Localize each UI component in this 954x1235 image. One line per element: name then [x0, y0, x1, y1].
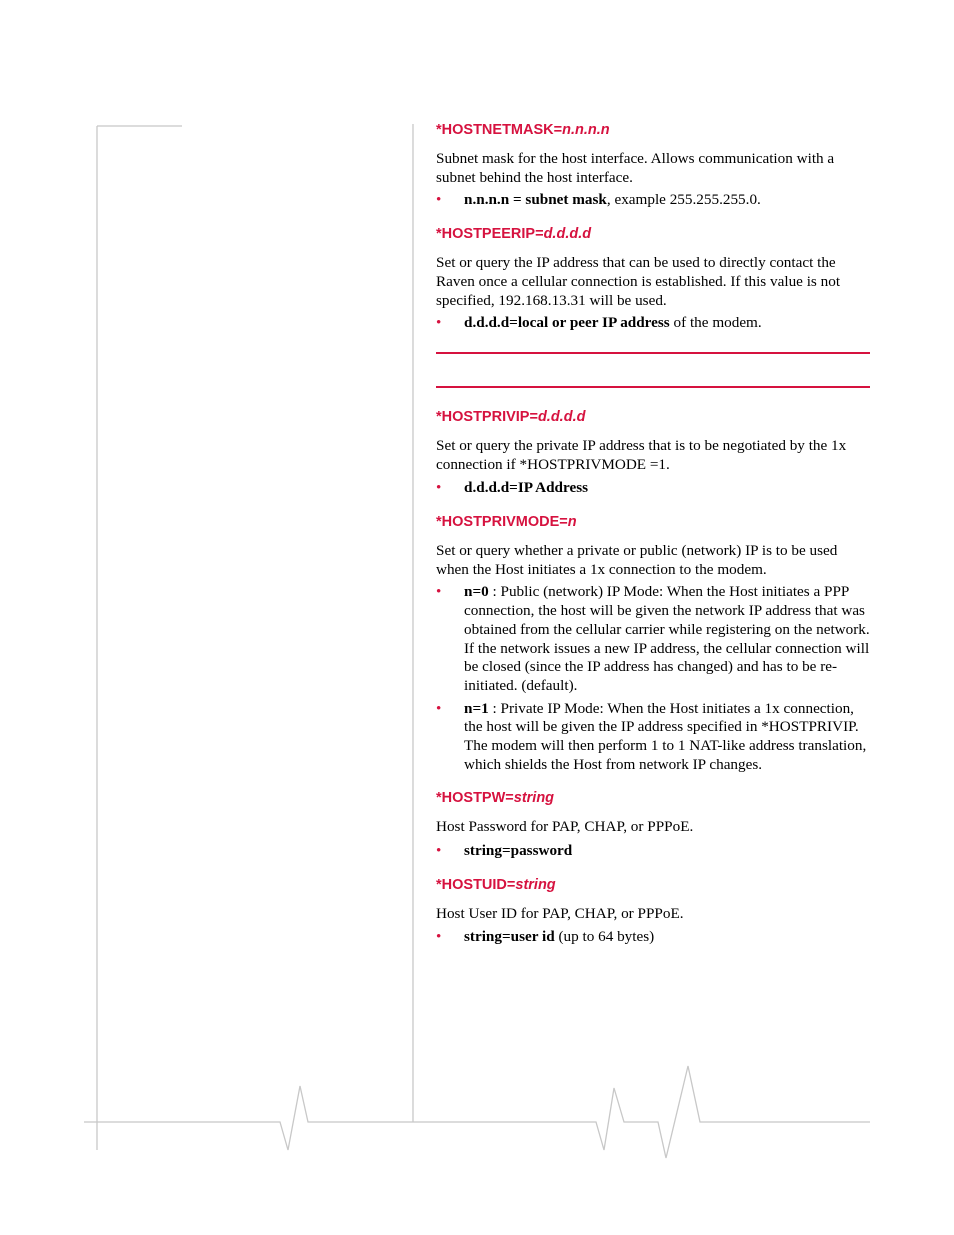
bullet-icon: •: [436, 583, 442, 601]
section-hostprivip: [436, 407, 870, 498]
command-name: *HOSTPRIVIP=: [436, 408, 538, 425]
command-name: *HOSTPW=: [436, 790, 514, 807]
command-heading: [436, 120, 870, 140]
command-heading: [436, 875, 870, 895]
bullet-icon: •: [436, 314, 442, 332]
parameter-list: [436, 928, 870, 947]
parameter-name: n=0: [464, 583, 489, 601]
parameter-item: [436, 191, 870, 210]
parameter-name: d.d.d.d=IP Address: [464, 479, 589, 497]
parameter-list: [436, 583, 870, 774]
parameter-list: [436, 314, 870, 333]
command-heading: [436, 224, 870, 244]
command-description: Host User ID for PAP, CHAP, or PPPoE.: [436, 904, 684, 922]
parameter-detail: (up to 64 bytes): [554, 927, 655, 945]
parameter-name: d.d.d.d=local or peer IP address: [464, 314, 670, 332]
parameter-detail: : Private IP Mode: When the Host initiates a 1x connection, the host will be given the IP address specified in *HOSTPRIVIP. The modem will then perform 1 to 1 NAT-like address translation, which shields the Host from network IP changes.: [464, 699, 867, 773]
parameter-detail: : Public (network) IP Mode: When the Host initiates a PPP connection, the host will be given the network IP address that was obtained from the cellular carrier while registering on the network. If the network issues a new IP address, the cellular connection will be closed (since the IP address has changed) and has to be re-initiated. (default).: [464, 583, 870, 694]
section-hostnetmask: [436, 120, 870, 210]
section-hostpeerip: [436, 224, 870, 333]
command-description: Subnet mask for the host interface. Allows communication with a subnet behind the host interface.: [436, 150, 835, 186]
parameter-name: string=password: [464, 842, 573, 860]
command-argument: n: [567, 514, 577, 531]
command-heading: [436, 788, 870, 808]
section-divider-top: [436, 352, 870, 354]
section-hostpw: [436, 788, 870, 860]
command-name: *HOSTPEERIP=: [436, 226, 544, 243]
command-name: *HOSTNETMASK=: [436, 122, 563, 138]
parameter-name: string=user id: [464, 927, 555, 945]
parameter-list: [436, 842, 870, 861]
command-description: Host Password for PAP, CHAP, or PPPoE.: [436, 818, 694, 836]
bullet-icon: •: [436, 842, 442, 860]
command-description: Set or query the private IP address that is to be negotiated by the 1x connection if *HOSTPRIVMODE =1.: [436, 436, 847, 473]
command-argument: string: [513, 790, 555, 807]
bullet-icon: •: [436, 699, 442, 717]
parameter-list: [436, 479, 870, 498]
section-divider-bottom: [436, 386, 870, 388]
parameter-name: n.n.n.n = subnet mask: [464, 191, 607, 209]
command-argument: n.n.n.n: [562, 122, 610, 138]
parameter-detail: , example 255.255.255.0.: [606, 191, 761, 209]
frame-bottom-wave: [84, 1066, 870, 1158]
bullet-icon: •: [436, 191, 442, 209]
parameter-item: [436, 314, 870, 333]
command-argument: d.d.d.d: [537, 408, 586, 425]
command-description: Set or query whether a private or public (network) IP is to be used when the Host initiates a 1x connection to the modem.: [436, 542, 838, 578]
command-heading: [436, 512, 870, 532]
parameter-name: n=1: [464, 699, 489, 717]
content-column: [436, 120, 870, 946]
section-hostprivmode: [436, 512, 870, 774]
command-argument: d.d.d.d: [543, 226, 592, 243]
command-argument: string: [515, 876, 556, 893]
parameter-list: [436, 191, 870, 210]
parameter-item: [436, 928, 870, 947]
parameter-item: [436, 583, 870, 695]
bullet-icon: •: [436, 479, 442, 497]
section-hostuid: [436, 875, 870, 946]
command-name: *HOSTUID=: [436, 876, 516, 893]
parameter-item: [436, 700, 870, 775]
parameter-item: [436, 479, 870, 498]
bullet-icon: •: [436, 927, 442, 945]
command-heading: [436, 407, 870, 427]
command-name: *HOSTPRIVMODE=: [436, 514, 568, 531]
command-description: Set or query the IP address that can be used to directly contact the Raven once a cellular connection is established. If this value is not specified, 192.168.13.31 will be used.: [436, 254, 841, 309]
parameter-item: [436, 842, 870, 861]
parameter-detail: of the modem.: [669, 314, 762, 332]
